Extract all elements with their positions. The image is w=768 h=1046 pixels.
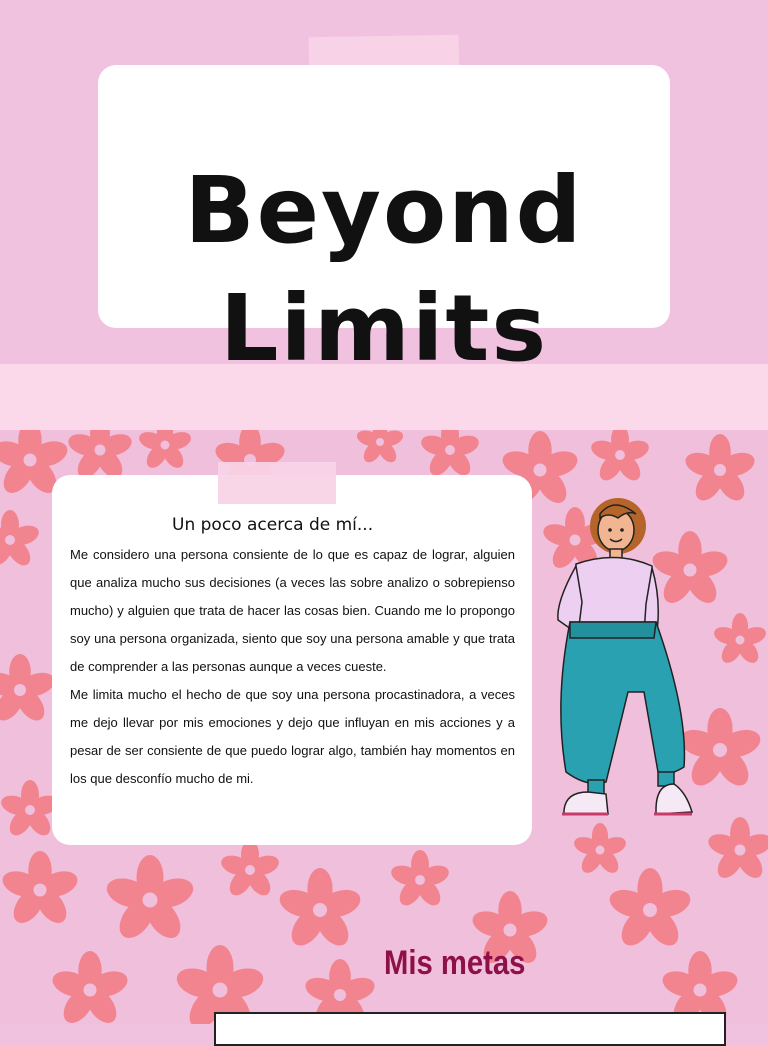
goals-box — [214, 1012, 726, 1046]
title-card — [98, 65, 670, 382]
about-paragraph: Me limita mucho el hecho de que soy una persona procastinadora, a veces me dejo llevar por mis emociones y dejo que influyan en mis acciones y a pesar de ser consiente de que puedo lograr algo, también hay momentos en los que desconfío mucho de mi. — [70, 687, 515, 786]
about-paragraph: Me considero una persona consiente de lo que es capaz de lograr, alguien que analiza mucho sus decisiones (a veces las sobre analizo o sobrepienso mucho) y alguien que trata de hacer las cosas bien. Cuando me lo propongo soy una persona organizada, siento que soy una persona amable y que trata de comprender a las personas aunque a veces cueste. — [70, 547, 515, 674]
about-card — [52, 475, 532, 845]
tape-decoration — [218, 462, 336, 504]
girl-illustration — [548, 492, 698, 828]
page-title: Beyond — [184, 157, 584, 264]
about-body — [70, 541, 515, 793]
about-heading: Un poco acerca de mí... — [172, 515, 374, 535]
page-title-line2: Limits — [219, 275, 549, 382]
goals-heading: Mis metas — [384, 944, 526, 982]
